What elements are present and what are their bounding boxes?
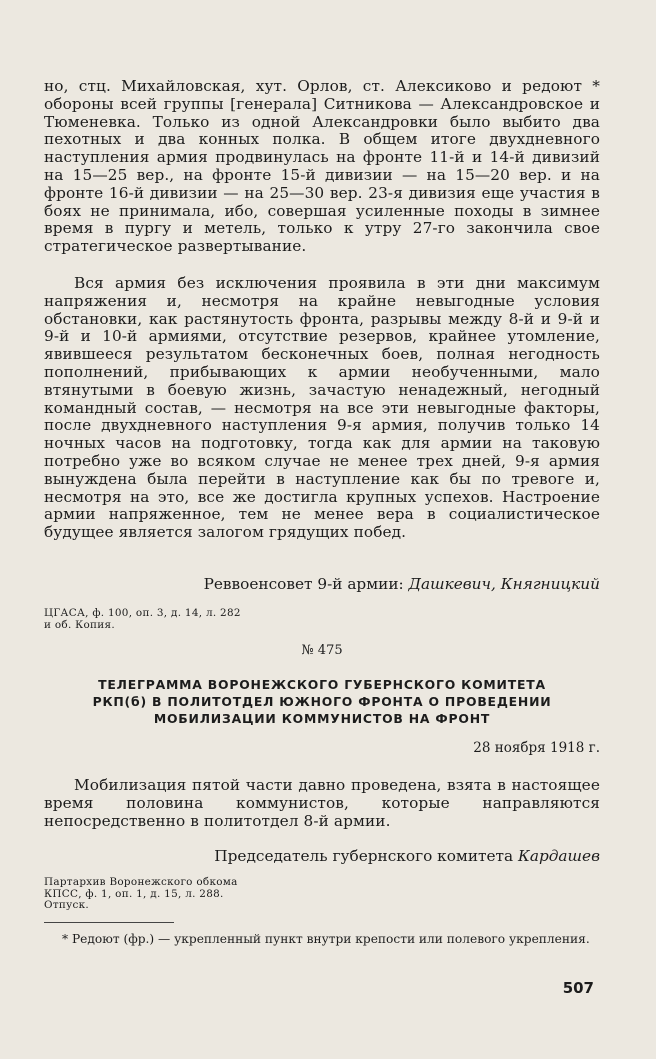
archive-source-line: ЦГАСА, ф. 100, оп. 3, д. 14, л. 282 <box>44 607 241 619</box>
document-date: 28 ноября 1918 г. <box>473 740 600 756</box>
signature-chairman <box>44 847 600 865</box>
signature-revvoensovet <box>44 575 600 593</box>
signature-name: Кардашев <box>517 847 600 865</box>
archive-source-line: Партархив Воронежского обкома <box>44 876 238 888</box>
signature-names: Дашкевич, Княгницкий <box>408 575 600 593</box>
page-number: 507 <box>562 979 594 997</box>
document-number: № 475 <box>301 643 343 658</box>
archive-source-2 <box>44 877 600 912</box>
footnote-divider <box>44 922 174 923</box>
paragraph-army-report: Вся армия без исключения проявила в эти дни максимум напряжения и, несмотря на крайне невыгодные условия обстановки, как растянутость фронта, разрывы между 8-й и 9-й и 9-й и 10-й армиями, отсутствие резервов, крайнее утомление, явившееся результатом бесконечных боев, полная негодность пополнений, прибывающих к армии необученными, мало втянутыми в боевую жизнь, зачастую ненадежный, негодный командный состав, — несмотря на все эти невыгодные факторы, после двухдневного наступления 9-я армия, получив только 14 ночных часов на подготовку, тогда как для армии на таковую потребно уже во всяком случае не менее трех дней, 9-я армия вынуждена была перейти в наступление как бы по тревоге и, несмотря на это, все же достигла крупных успехов. Настроение армии напряженное, тем не менее вера в социалистическое будущее является залогом грядущих побед. <box>44 274 600 542</box>
archive-source-line: КПСС, ф. 1, оп. 1, д. 15, л. 288. <box>44 887 224 900</box>
heading-line: РКП(б) В ПОЛИТОТДЕЛ ЮЖНОГО ФРОНТА О ПРОВЕДЕНИИ <box>92 694 552 709</box>
footnote: * Редоют (фр.) — укрепленный пункт внутри крепости или полевого укрепления. <box>62 932 590 946</box>
archive-source-line: Отпуск. <box>44 899 90 911</box>
heading-line: МОБИЛИЗАЦИИ КОММУНИСТОВ НА ФРОНТ <box>153 711 491 726</box>
paragraph-continuation: но, стц. Михайловская, хут. Орлов, ст. Алексиково и редоют * обороны всей группы [генерала] Ситникова — Александровское и Тюменевка. Только из одной Александровки было выбито два пехотных и два конных полка. В общем итоге двухдневного наступления армия продвинулась на фронте 11-й и 14-й дивизий на 15—25 вер., на фронте 15-й дивизии — на 15—20 вер. и на фронте 16-й дивизии — на 25—30 вер. 23-я дивизия еще участия в боях не принимала, ибо, совершая усиленные походы в зимнее время в пургу и метель, только к утру 27-го закончила свое стратегическое развертывание. <box>44 77 600 256</box>
paragraph-telegram: Мобилизация пятой части давно проведена, взята в настоящее время половина коммунистов, которые направляются непосредственно в политотдел 8-й армии. <box>44 776 600 830</box>
archive-source-1 <box>44 608 600 631</box>
signature-prefix: Председатель губернского комитета <box>214 847 518 865</box>
archive-source-line: и об. Копия. <box>44 618 115 631</box>
heading-line: ТЕЛЕГРАММА ВОРОНЕЖСКОГО ГУБЕРНСКОГО КОМИТЕТА <box>98 677 546 692</box>
signature-prefix: Реввоенсовет 9-й армии: <box>203 575 409 593</box>
document-heading <box>44 676 600 727</box>
